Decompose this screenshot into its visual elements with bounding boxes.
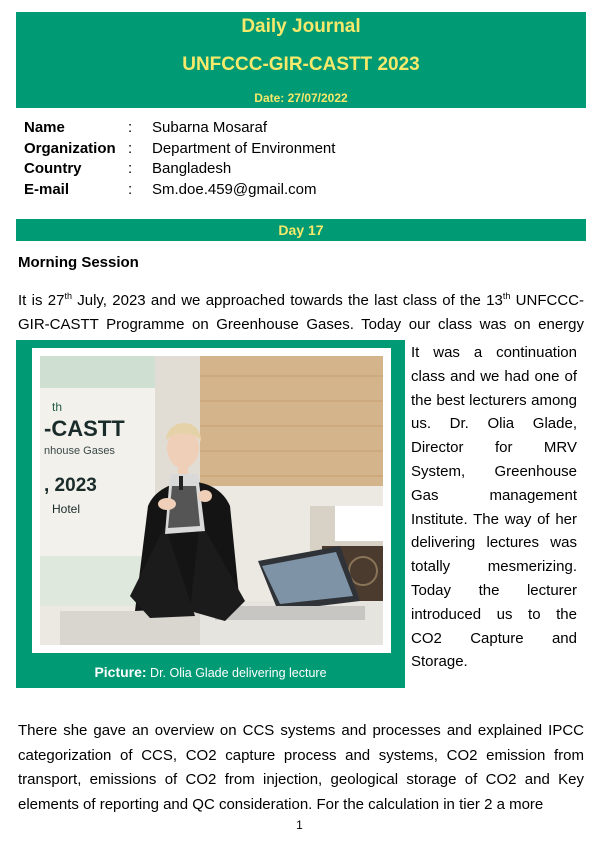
- day-banner: Day 17: [16, 219, 586, 241]
- info-label: Organization: [24, 139, 116, 157]
- info-row-organization: [24, 140, 584, 161]
- intro-text: It is 27: [18, 292, 65, 309]
- info-separator: :: [128, 160, 133, 177]
- side-paragraph: It was a continuation class and we had one of the best lecturers among us. Dr. Olia Glade, Director for MRV System, Greenhouse Gas management Institute. The way of her delivering lectures was totally mesmerizing. Today the lecturer introduced us to the CO2 Capture and Storage.: [411, 344, 577, 671]
- lecture-photo: [40, 356, 383, 645]
- participant-info: [24, 119, 584, 201]
- caption-text: Dr. Olia Glade delivering lecture: [146, 666, 327, 680]
- info-row-email: [24, 181, 584, 202]
- banner-text: Hotel: [52, 502, 81, 516]
- body-paragraph: There she gave an overview on CCS systems and processes and explained IPCC categorization of CCS, CO2 capture process and systems, CO2 emission from transport, emissions of CO2 from injection, geological storage of CO2 and Key elements of reporting and QC consideration. For the calculation in tier 2 a more: [18, 722, 584, 813]
- info-row-country: [24, 160, 584, 181]
- lecture-scene-illustration: [40, 356, 383, 645]
- journal-title: Daily Journal: [241, 16, 361, 37]
- banner-text: nhouse Gases: [44, 445, 115, 457]
- info-value: Bangladesh: [152, 160, 232, 177]
- info-label: Name: [24, 119, 65, 136]
- program-title: UNFCCC-GIR-CASTT 2023: [182, 54, 420, 75]
- email-value: Sm.doe.459@gmail.com: [152, 180, 317, 198]
- ordinal-suffix: th: [64, 291, 72, 301]
- photo-panel: [16, 340, 405, 688]
- section-heading: Morning Session: [18, 254, 139, 271]
- info-separator: :: [128, 139, 133, 157]
- info-separator: :: [128, 180, 133, 198]
- ordinal-suffix: th: [502, 291, 511, 301]
- photo-frame: [32, 348, 391, 653]
- info-label: Country: [24, 160, 82, 177]
- banner-text: , 2023: [44, 475, 97, 496]
- page-number: 1: [296, 818, 303, 832]
- caption-label: Picture:: [94, 664, 147, 680]
- banner-text: th: [52, 400, 63, 414]
- banner-text: -CASTT: [44, 416, 125, 441]
- info-label: E-mail: [24, 180, 70, 198]
- intro-text: July, 2023 and we approached towards the last class of the 13: [71, 292, 503, 309]
- journal-header: [16, 12, 586, 108]
- info-value: Department of Environment: [152, 139, 336, 157]
- photo-caption: [16, 664, 405, 680]
- info-separator: :: [128, 119, 133, 136]
- intro-text: UNFCCC-GIR-CASTT Programme on Greenhouse Gases. Today our class was on energy: [18, 292, 584, 333]
- journal-date: Date: 27/07/2022: [254, 91, 348, 105]
- info-value: Subarna Mosaraf: [152, 119, 268, 136]
- info-row-name: [24, 119, 584, 140]
